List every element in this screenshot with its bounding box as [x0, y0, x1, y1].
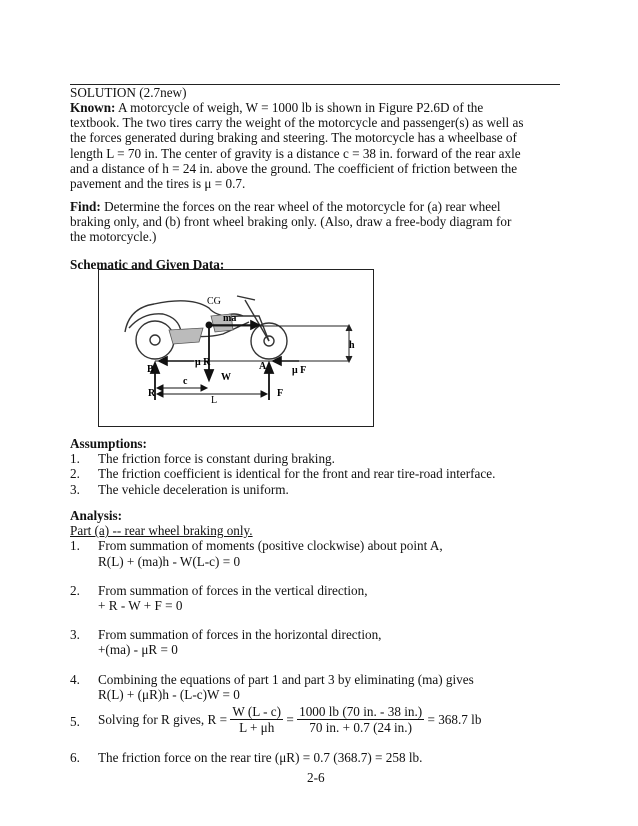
equation: R(L) + (μR)h - (L-c)W = 0: [98, 686, 240, 702]
rear-friction-arrow: [159, 357, 194, 365]
w-label: W: [221, 372, 231, 383]
solution-heading: SOLUTION (2.7new): [70, 85, 187, 100]
assumptions-label: Assumptions:: [70, 436, 147, 451]
c-dimension: [157, 385, 207, 391]
analysis-step: 1. From summation of moments (positive clockwise) about point A, R(L) + (ma)h - W(L-c) = 0: [70, 538, 443, 569]
analysis-step-6: 6. The friction force on the rear tire (μR) = 0.7 (368.7) = 258 lb.: [70, 750, 423, 765]
assumptions-section: [70, 436, 560, 497]
fraction-symbolic: $\frac{W (L - c)}{L + \mu h}$: [232, 704, 282, 735]
known-line: pavement and the tires is μ = 0.7.: [70, 176, 246, 192]
find-line: Determine the forces on the rear wheel of the motorcycle for (a) rear wheel: [104, 199, 501, 214]
analysis-step: 2. From summation of forces in the vertical direction, + R - W + F = 0: [70, 582, 368, 613]
page-number: 2-6: [307, 770, 325, 785]
schematic-heading: Schematic and Given Data:: [70, 257, 225, 272]
point-a-label: A: [259, 361, 267, 372]
known-line: the forces generated during braking and steering. The motorcycle has a wheelbase of: [70, 130, 517, 146]
analysis-step: 3. From summation of forces in the horizontal direction, +(ma) - μR = 0: [70, 627, 382, 658]
cg-label: CG: [207, 296, 221, 307]
find-line: the motorcycle.): [70, 229, 157, 245]
known-line: A motorcycle of weigh, W = 1000 lb is shown in Figure P2.6D of the: [118, 100, 484, 115]
step5-prefix: Solving for R gives, R =: [98, 711, 228, 727]
analysis-section: [70, 508, 560, 702]
known-line: textbook. The two tires carry the weight of the motorcycle and passenger(s) as well as: [70, 115, 524, 131]
analysis-step-5: 5. Solving for R gives, R = $\frac{W (L - c)}{L + \mu h}$ = $\frac{1000 lb (70 in. - 38 in.)}{70 in. + 0.7 (24 in.)}$ = 368.7 lb: [70, 704, 482, 735]
known-section: [70, 100, 560, 191]
find-line: braking only, and (b) front wheel braking only. (Also, draw a free-body diagram for: [70, 214, 512, 230]
known-label: Known:: [70, 100, 116, 115]
part-a-heading: Part (a) -- rear wheel braking only.: [70, 523, 253, 539]
r-label: R: [148, 388, 156, 399]
find-section: [70, 199, 560, 245]
known-line: length L = 70 in. The center of gravity is a distance c = 38 in. forward of the rear axle: [70, 145, 521, 161]
point-b-label: B: [147, 364, 154, 375]
ma-label: ma: [223, 313, 237, 324]
l-label: L: [211, 395, 218, 406]
equation: + R - W + F = 0: [98, 597, 183, 613]
step5-result: = 368.7 lb: [427, 711, 482, 727]
list-item: 3. The vehicle deceleration is uniform.: [70, 481, 289, 497]
equation: R(L) + (ma)h - W(L-c) = 0: [98, 553, 241, 569]
mu-f-label: μ F: [292, 365, 307, 376]
known-line: and a distance of h = 24 in. above the ground. The coefficient of friction between the: [70, 160, 518, 176]
mu-r-label: μ R: [195, 357, 211, 368]
c-label: c: [183, 376, 188, 387]
equation: +(ma) - μR = 0: [98, 642, 178, 658]
front-friction-arrow: [273, 357, 299, 365]
motorcycle-outline: [125, 296, 287, 359]
find-label: Find:: [70, 199, 101, 214]
list-item: 2. The friction coefficient is identical for the front and rear tire-road interface.: [70, 466, 496, 482]
motorcycle-schematic-figure: [98, 269, 374, 427]
analysis-label: Analysis:: [70, 508, 123, 523]
h-label: h: [349, 340, 355, 351]
list-item: 1. The friction force is constant during braking.: [70, 451, 335, 467]
f-label: F: [277, 388, 284, 399]
fraction-numeric: $\frac{1000 lb (70 in. - 38 in.)}{70 in. + 0.7 (24 in.)}$: [299, 704, 423, 735]
analysis-step: 4. Combining the equations of part 1 and part 3 by eliminating (ma) gives R(L) + (μR)h - (L-c)W = 0: [70, 671, 474, 702]
